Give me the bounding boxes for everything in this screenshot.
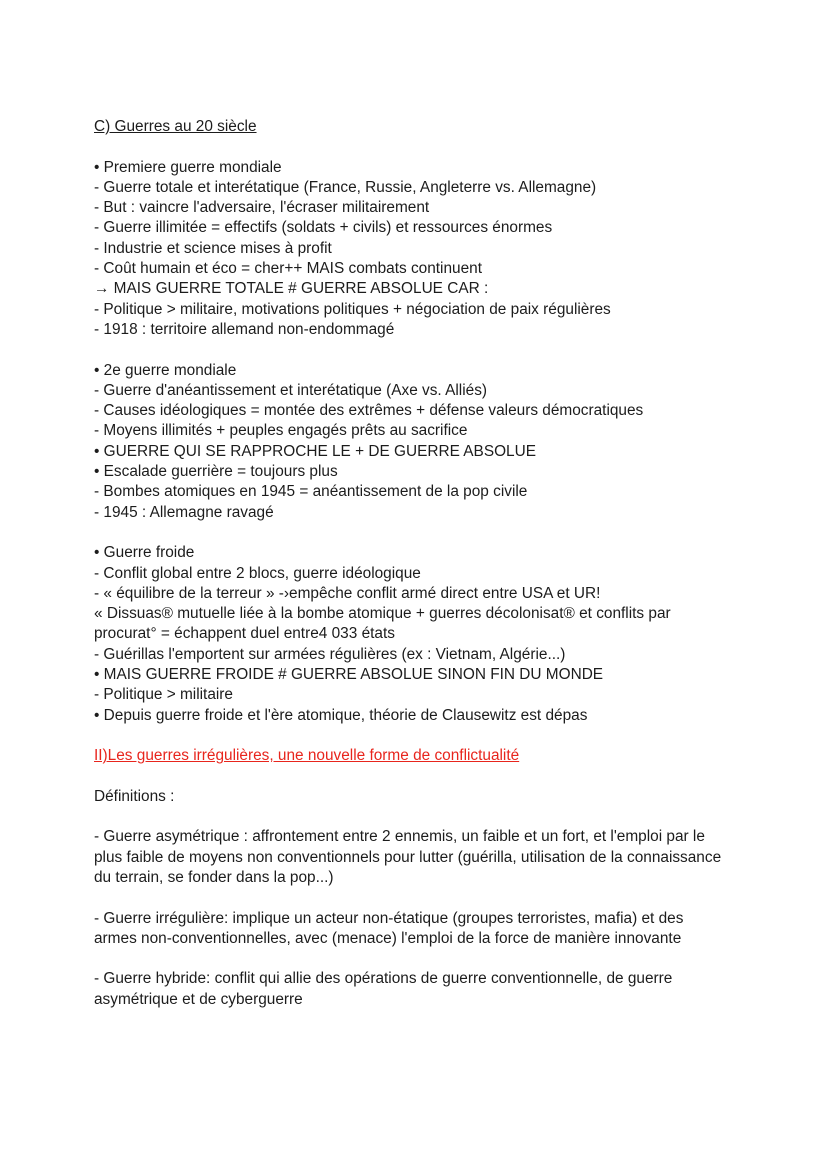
- doc-line: - Guerre illimitée = effectifs (soldats + civils) et ressources énormes: [94, 219, 553, 237]
- document-content: [94, 117, 728, 1010]
- doc-line: - Conflit global entre 2 blocs, guerre idéologique: [94, 564, 421, 582]
- doc-line: - Guérillas l'emportent sur armées régulières (ex : Vietnam, Algérie...): [94, 645, 566, 663]
- definition-asymetrique: - Guerre asymétrique : affrontement entre 2 ennemis, un faible et un fort, et l'emploi par le plus faible de moyens non conventionnels pour lutter (guérilla, utilisation de la connaissance du terrain, se fonder dans la pop...): [94, 828, 722, 886]
- definition-hybride: - Guerre hybride: conflit qui allie des opérations de guerre conventionnelle, de guerre asymétrique et de cyberguerre: [94, 970, 673, 1008]
- doc-line: - 1945 : Allemagne ravagé: [94, 503, 274, 521]
- doc-line: - But : vaincre l'adversaire, l'écraser militairement: [94, 199, 430, 217]
- doc-line: « Dissuas® mutuelle liée à la bombe atomique + guerres décolonisat® et conflits par procurat° = échappent duel entre4 033 états: [94, 605, 671, 643]
- section-ii-heading: II)Les guerres irrégulières, une nouvelle forme de conflictualité: [94, 747, 520, 765]
- doc-line: - Moyens illimités + peuples engagés prêts au sacrifice: [94, 422, 468, 440]
- doc-line: • Depuis guerre froide et l'ère atomique, théorie de Clausewitz est dépas: [94, 706, 588, 724]
- definitions-label: Définitions :: [94, 787, 175, 805]
- doc-line: - Politique > militaire: [94, 686, 233, 704]
- doc-line: • MAIS GUERRE FROIDE # GUERRE ABSOLUE SINON FIN DU MONDE: [94, 666, 604, 684]
- doc-line: - Politique > militaire, motivations politiques + négociation de paix régulières: [94, 300, 611, 318]
- ww2-notes-block: [94, 361, 728, 523]
- section-c-heading: C) Guerres au 20 siècle: [94, 118, 257, 135]
- doc-line: - Industrie et science mises à profit: [94, 239, 332, 257]
- doc-line: • Guerre froide: [94, 544, 195, 562]
- cold-war-notes-block: [94, 543, 728, 726]
- doc-line: - « équilibre de la terreur » -›empêche conflit armé direct entre USA et UR!: [94, 584, 601, 602]
- doc-line: - 1918 : territoire allemand non-endommagé: [94, 320, 395, 338]
- definition-irreguliere: - Guerre irrégulière: implique un acteur non-étatique (groupes terroristes, mafia) et des armes non-conventionnelles, avec (menace) l'emploi de la force de manière innovante: [94, 909, 684, 947]
- doc-line: - Causes idéologiques = montée des extrêmes + défense valeurs démocratiques: [94, 402, 644, 420]
- doc-line: • 2e guerre mondiale: [94, 361, 237, 379]
- doc-line: • Premiere guerre mondiale: [94, 158, 282, 176]
- ww1-notes-block: [94, 158, 728, 341]
- doc-line: • GUERRE QUI SE RAPPROCHE LE + DE GUERRE ABSOLUE: [94, 442, 536, 460]
- doc-line: - Guerre d'anéantissement et interétatique (Axe vs. Alliés): [94, 381, 488, 399]
- doc-line: • Escalade guerrière = toujours plus: [94, 463, 338, 481]
- doc-line: → MAIS GUERRE TOTALE # GUERRE ABSOLUE CAR :: [94, 280, 489, 298]
- doc-line: - Guerre totale et interétatique (France, Russie, Angleterre vs. Allemagne): [94, 178, 597, 196]
- doc-line: - Bombes atomiques en 1945 = anéantissement de la pop civile: [94, 483, 528, 501]
- doc-line: - Coût humain et éco = cher++ MAIS combats continuent: [94, 260, 482, 278]
